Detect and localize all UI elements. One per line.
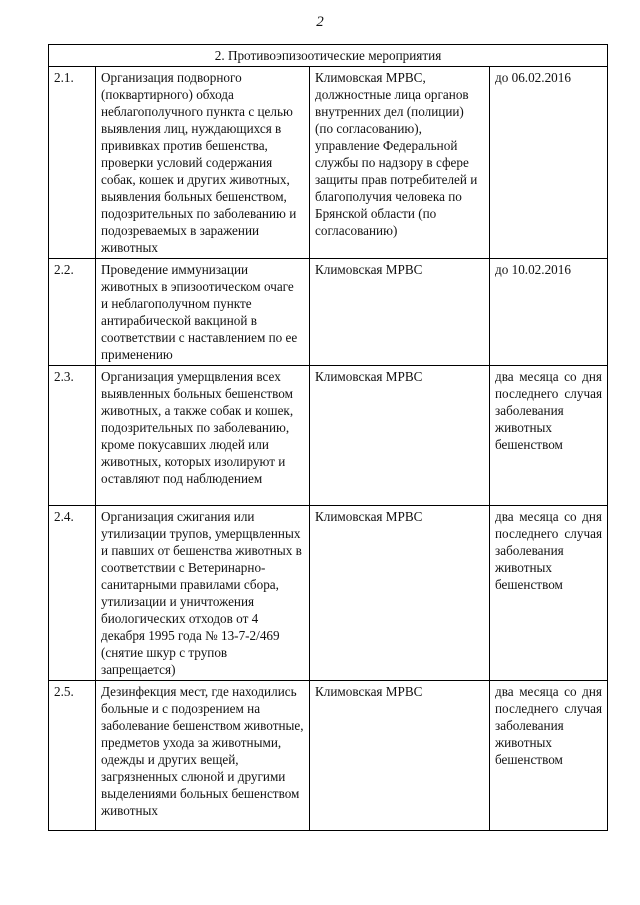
section-header-row — [49, 45, 608, 67]
row-responsible: Климовская МРВС, должностные лица органов внутренних дел (полиции) (по согласованию), управление Федеральной службы по надзору в сфере защиты прав потребителей и благополучия человека по Брянской области (по согласованию) — [310, 67, 490, 259]
row-term: два месяца со дня последнего случая заболевания животных бешенством — [490, 681, 608, 831]
row-description: Организация сжигания или утилизации трупов, умерщвленных и павших от бешенства животных в соответствии с Ветеринарно-санитарными правилами сбора, утилизации и уничтожения биологических отходов от 4 декабря 1995 года № 13-7-2/469 (снятие шкур с трупов запрещается) — [96, 506, 310, 681]
row-description: Организация подворного (поквартирного) обхода неблагополучного пункта с целью выявления лиц, нуждающихся в прививках против бешенства, проверки условий содержания собак, кошек и других животных, выявления больных бешенством, подозрительных по заболеванию и подозреваемых в заражении животных — [96, 67, 310, 259]
row-responsible: Климовская МРВС — [310, 506, 490, 681]
row-responsible: Климовская МРВС — [310, 681, 490, 831]
row-description: Организация умерщвления всех выявленных больных бешенством животных, а также собак и кошек, подозрительных по заболеванию, кроме покусавших людей или животных, которых изолируют и оставляют под наблюдением — [96, 366, 310, 506]
table-row — [49, 67, 608, 259]
row-number: 2.4. — [49, 506, 96, 681]
row-term: два месяца со дня последнего случая заболевания животных бешенством — [490, 506, 608, 681]
row-term: два месяца со дня последнего случая заболевания животных бешенством — [490, 366, 608, 506]
row-description: Проведение иммунизации животных в эпизоотическом очаге и неблагополучном пункте антирабической вакциной в соответствии с наставлением по ее применению — [96, 259, 310, 366]
row-responsible: Климовская МРВС — [310, 259, 490, 366]
table-row — [49, 366, 608, 506]
row-responsible: Климовская МРВС — [310, 366, 490, 506]
row-term: до 10.02.2016 — [490, 259, 608, 366]
row-description: Дезинфекция мест, где находились больные и с подозрением на заболевание бешенством животные, предметов ухода за животными, одежды и других вещей, загрязненных слюной и другими выделениями больных бешенством животных — [96, 681, 310, 831]
row-number: 2.3. — [49, 366, 96, 506]
section-title: 2. Противоэпизоотические мероприятия — [49, 45, 608, 67]
table-row — [49, 681, 608, 831]
row-number: 2.1. — [49, 67, 96, 259]
row-number: 2.5. — [49, 681, 96, 831]
row-term: до 06.02.2016 — [490, 67, 608, 259]
page-number: 2 — [316, 14, 324, 30]
table-row — [49, 506, 608, 681]
table-row — [49, 259, 608, 366]
measures-table — [48, 44, 608, 831]
row-number: 2.2. — [49, 259, 96, 366]
